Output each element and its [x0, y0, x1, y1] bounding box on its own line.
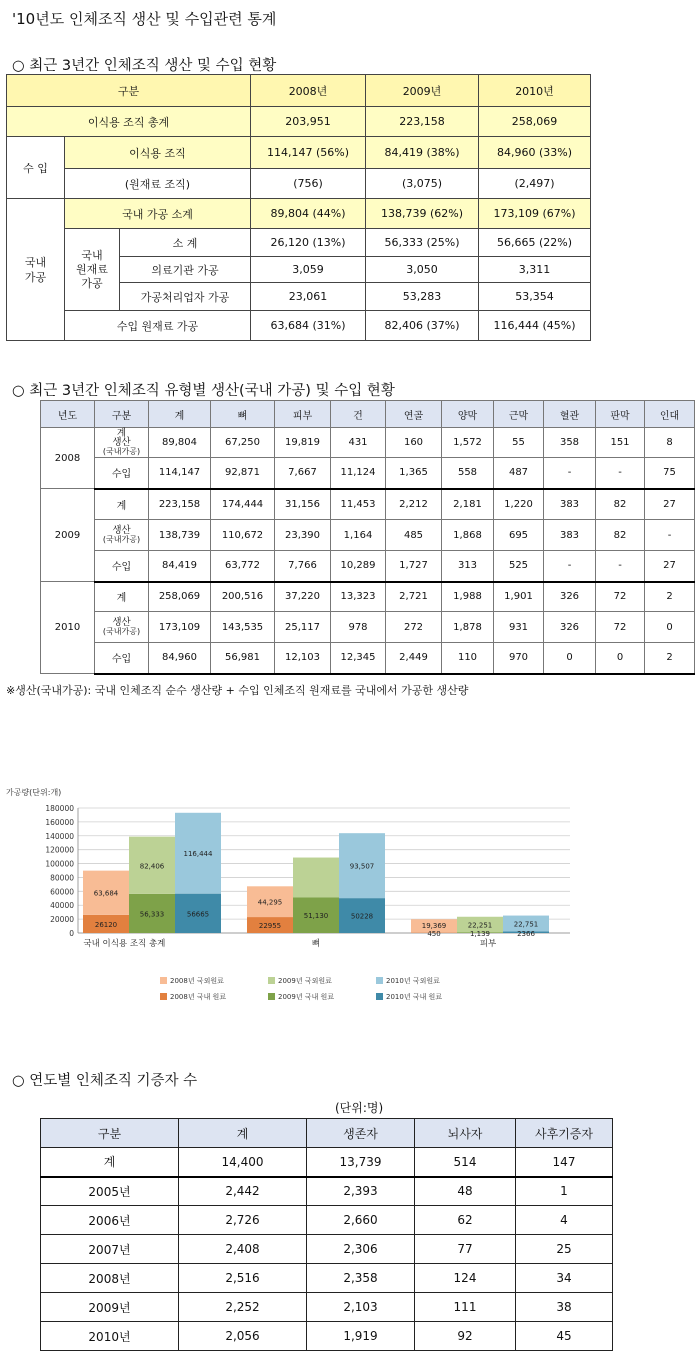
cell: 200,516: [211, 582, 275, 612]
table-row: [7, 199, 591, 229]
table-row: [41, 1293, 613, 1322]
header-cell: 판막: [596, 401, 645, 428]
section1-heading: ○ 최근 3년간 인체조직 생산 및 수입 현황: [12, 58, 277, 74]
cell: (756): [251, 169, 366, 199]
cell: 1,572: [442, 428, 494, 458]
data-label: 22955: [258, 922, 282, 931]
cell: 12,345: [331, 643, 386, 674]
cell: 92,871: [211, 458, 275, 489]
cell: 0: [596, 643, 645, 674]
row-label: [95, 612, 149, 643]
header-cell: 양막: [442, 401, 494, 428]
legend-label: 2010년 국내 원료: [386, 993, 443, 1001]
donor-table: [40, 1118, 613, 1351]
cell: 2,103: [307, 1293, 415, 1322]
table-row: [41, 1206, 613, 1235]
row-label: 계: [95, 489, 149, 520]
section3-heading: ○ 연도별 인체조직 기증자 수: [12, 1073, 198, 1089]
header-cell: 계: [179, 1119, 307, 1148]
x-tick-label: 뼈: [311, 939, 321, 949]
row-label: 국내 가공 소계: [65, 199, 251, 229]
cell: 82: [596, 520, 645, 551]
cell: 84,419 (38%): [366, 137, 479, 169]
data-label: 1,139: [469, 930, 491, 938]
cell: 45: [516, 1322, 613, 1351]
cell: 19,819: [275, 428, 331, 458]
cell: 2: [645, 643, 695, 674]
cell: 63,772: [211, 551, 275, 582]
cell: 223,158: [366, 107, 479, 137]
page-title: '10년도 인체조직 생산 및 수입관련 통계: [12, 10, 277, 28]
cell: -: [645, 520, 695, 551]
cell: 84,960 (33%): [479, 137, 591, 169]
row-label: 소 계: [120, 229, 251, 257]
cell: 114,147 (56%): [251, 137, 366, 169]
cell: 75: [645, 458, 695, 489]
data-label: 51,130: [303, 912, 329, 921]
cell: 151: [596, 428, 645, 458]
cell: 143,535: [211, 612, 275, 643]
table-row: [7, 311, 591, 341]
cell: 2,212: [386, 489, 442, 520]
table-row: [41, 1322, 613, 1351]
data-label: 50228: [350, 912, 374, 921]
cell: 34: [516, 1264, 613, 1293]
table-row: [41, 551, 695, 582]
cell: 23,061: [251, 283, 366, 311]
row-label: 의료기관 가공: [120, 257, 251, 283]
production-import-table: [6, 74, 591, 341]
row-label-line: 생산: [112, 437, 131, 448]
cell: 2,660: [307, 1206, 415, 1235]
cell: 12,103: [275, 643, 331, 674]
bar-foreign: [293, 858, 339, 898]
cell: 2005년: [41, 1177, 179, 1206]
cell: -: [596, 551, 645, 582]
cell: 2,721: [386, 582, 442, 612]
cell: 173,109 (67%): [479, 199, 591, 229]
cell: 2: [645, 582, 695, 612]
cell: 48: [415, 1177, 516, 1206]
row-label-line: (국내가공): [102, 535, 141, 544]
row-label: (원재료 조직): [65, 169, 251, 199]
cell: 77: [415, 1235, 516, 1264]
table-row: [41, 428, 695, 458]
data-label: 116,444: [183, 850, 213, 859]
cell: -: [544, 551, 596, 582]
y-tick-label: 140000: [45, 831, 74, 841]
cell: 1,220: [494, 489, 544, 520]
cell: 174,444: [211, 489, 275, 520]
cell: 25,117: [275, 612, 331, 643]
header-cell: 연골: [386, 401, 442, 428]
table-row: [41, 643, 695, 674]
cell: 89,804 (44%): [251, 199, 366, 229]
y-tick-label: 120000: [45, 845, 74, 855]
cell: 160: [386, 428, 442, 458]
header-cell: 혈관: [544, 401, 596, 428]
x-tick-label: 피부: [479, 939, 497, 949]
cell: 383: [544, 520, 596, 551]
cell: -: [596, 458, 645, 489]
data-label: 2366: [517, 930, 535, 938]
header-cell: 년도: [41, 401, 95, 428]
cell: 26,120 (13%): [251, 229, 366, 257]
type-table: [40, 400, 695, 675]
row-label: [95, 520, 149, 551]
header-cell: 2008년: [251, 75, 366, 107]
data-label: 450: [427, 930, 441, 938]
cell: 138,739 (62%): [366, 199, 479, 229]
cell: 2009년: [41, 1293, 179, 1322]
cell: 431: [331, 428, 386, 458]
cell: 56,981: [211, 643, 275, 674]
data-label: 19,369: [421, 922, 447, 931]
data-label: 82,406: [139, 862, 165, 871]
unit-label: (단위:명): [335, 1101, 384, 1115]
cell: 485: [386, 520, 442, 551]
header-cell: 생존자: [307, 1119, 415, 1148]
header-cell: 건: [331, 401, 386, 428]
row-label: 수입: [95, 643, 149, 674]
row-label-line: 생산: [112, 525, 131, 536]
cell: 695: [494, 520, 544, 551]
chart-legend: [160, 976, 442, 1001]
row-label: 이식용 조직: [65, 137, 251, 169]
cell: 1,365: [386, 458, 442, 489]
chart-x-labels: [83, 938, 497, 949]
footnote: ※생산(국내가공): 국내 인체조직 순수 생산량 + 수입 인체조직 원재료를 국내에서 가공한 생산량: [6, 684, 469, 697]
y-tick-label: 180000: [45, 804, 74, 813]
table-row: [41, 520, 695, 551]
cell: 84,419: [149, 551, 211, 582]
header-cell: 구분: [95, 401, 149, 428]
cell: 84,960: [149, 643, 211, 674]
table-row: [41, 458, 695, 489]
cell: 1,901: [494, 582, 544, 612]
table-row: [7, 107, 591, 137]
legend-label: 2009년 국내 원료: [278, 993, 335, 1001]
cell: 82,406 (37%): [366, 311, 479, 341]
cell: 27: [645, 489, 695, 520]
cell: 2006년: [41, 1206, 179, 1235]
cell: 970: [494, 643, 544, 674]
cell: 2,516: [179, 1264, 307, 1293]
year-cell: 2008: [41, 428, 95, 489]
cell: 147: [516, 1148, 613, 1177]
table-row: [41, 1177, 613, 1206]
y-tick-label: 60000: [50, 887, 74, 897]
section2-heading: ○ 최근 3년간 인체조직 유형별 생산(국내 가공) 및 수입 현황: [12, 383, 395, 399]
legend-label: 2008년 국내 원료: [170, 993, 227, 1001]
cell: 1: [516, 1177, 613, 1206]
table-header-row: [41, 1119, 613, 1148]
cell: 2,726: [179, 1206, 307, 1235]
y-axis-label: 가공량(단위:개): [6, 788, 62, 797]
cell: 3,311: [479, 257, 591, 283]
cell: 1,727: [386, 551, 442, 582]
header-cell: 구분: [41, 1119, 179, 1148]
cell: 272: [386, 612, 442, 643]
cell: 2,442: [179, 1177, 307, 1206]
cell: 258,069: [149, 582, 211, 612]
cell: 1,868: [442, 520, 494, 551]
legend-label: 2009년 국외원료: [278, 977, 332, 985]
cell: 37,220: [275, 582, 331, 612]
cell: 7,667: [275, 458, 331, 489]
cell: 2,306: [307, 1235, 415, 1264]
table-row: [41, 1264, 613, 1293]
cell: 89,804: [149, 428, 211, 458]
row-label-line: 계: [116, 428, 127, 439]
cell: 110,672: [211, 520, 275, 551]
cell: 62: [415, 1206, 516, 1235]
cell: 8: [645, 428, 695, 458]
group-label: 국내 원재료 가공: [65, 229, 120, 311]
header-cell: 사후기증자: [516, 1119, 613, 1148]
data-label: 93,507: [349, 862, 375, 871]
y-tick-label: 160000: [45, 817, 74, 827]
row-label-line: (국내가공): [102, 627, 141, 636]
table-row: [41, 1235, 613, 1264]
data-label: 22,251: [467, 921, 493, 930]
cell: 114,147: [149, 458, 211, 489]
table-row: [7, 169, 591, 199]
cell: 313: [442, 551, 494, 582]
x-tick-label: 국내 이식용 조직 총계: [83, 939, 166, 949]
header-cell: 계: [149, 401, 211, 428]
legend-swatch: [376, 993, 383, 1000]
cell: -: [544, 458, 596, 489]
year-cell: 2009: [41, 489, 95, 582]
legend-swatch: [268, 977, 275, 984]
cell: (2,497): [479, 169, 591, 199]
cell: 978: [331, 612, 386, 643]
data-label: 56665: [186, 910, 210, 919]
row-label: 수입: [95, 458, 149, 489]
cell: 0: [645, 612, 695, 643]
table-row: [41, 1148, 613, 1177]
cell: 92: [415, 1322, 516, 1351]
cell: 514: [415, 1148, 516, 1177]
cell: 1,878: [442, 612, 494, 643]
cell: 10,289: [331, 551, 386, 582]
group-label: 국내 가공: [7, 199, 65, 341]
data-label: 44,295: [257, 898, 283, 907]
cell: 2,181: [442, 489, 494, 520]
cell: 383: [544, 489, 596, 520]
table-header-row: [7, 75, 591, 107]
header-cell: 2010년: [479, 75, 591, 107]
cell: 558: [442, 458, 494, 489]
cell: 53,354: [479, 283, 591, 311]
y-tick-label: 100000: [45, 859, 74, 869]
cell: 13,739: [307, 1148, 415, 1177]
cell: 203,951: [251, 107, 366, 137]
header-cell: 2009년: [366, 75, 479, 107]
cell: 2,393: [307, 1177, 415, 1206]
data-label: 26120: [94, 920, 118, 929]
group-label: 수 입: [7, 137, 65, 199]
chart-bars: [83, 813, 549, 938]
cell: 223,158: [149, 489, 211, 520]
cell: 116,444 (45%): [479, 311, 591, 341]
cell: 계: [41, 1148, 179, 1177]
legend-swatch: [160, 977, 167, 984]
cell: 258,069: [479, 107, 591, 137]
data-label: 22,751: [513, 920, 539, 929]
header-cell: 구분: [7, 75, 251, 107]
cell: 3,050: [366, 257, 479, 283]
y-tick-label: 40000: [50, 901, 74, 911]
cell: 931: [494, 612, 544, 643]
cell: 2,056: [179, 1322, 307, 1351]
cell: 2,358: [307, 1264, 415, 1293]
row-label: [95, 428, 149, 458]
table-row: [41, 582, 695, 612]
cell: 72: [596, 612, 645, 643]
cell: 25: [516, 1235, 613, 1264]
row-label: 계: [95, 582, 149, 612]
cell: 1,919: [307, 1322, 415, 1351]
y-tick-label: 0: [69, 929, 74, 938]
cell: 1,164: [331, 520, 386, 551]
header-cell: 뼈: [211, 401, 275, 428]
cell: 14,400: [179, 1148, 307, 1177]
cell: 63,684 (31%): [251, 311, 366, 341]
table-row: [41, 489, 695, 520]
cell: 67,250: [211, 428, 275, 458]
cell: (3,075): [366, 169, 479, 199]
table-row: [7, 229, 591, 257]
cell: 13,323: [331, 582, 386, 612]
cell: 53,283: [366, 283, 479, 311]
legend-label: 2010년 국외원료: [386, 977, 440, 985]
data-label: 63,684: [93, 889, 119, 898]
row-label: 수입 원재료 가공: [65, 311, 251, 341]
cell: 525: [494, 551, 544, 582]
legend-label: 2008년 국외원료: [170, 977, 224, 985]
cell: 55: [494, 428, 544, 458]
cell: 326: [544, 612, 596, 643]
cell: 56,333 (25%): [366, 229, 479, 257]
legend-swatch: [160, 993, 167, 1000]
cell: 38: [516, 1293, 613, 1322]
cell: 31,156: [275, 489, 331, 520]
cell: 72: [596, 582, 645, 612]
cell: 110: [442, 643, 494, 674]
cell: 2008년: [41, 1264, 179, 1293]
table-row: [41, 612, 695, 643]
header-cell: 인대: [645, 401, 695, 428]
table-header-row: [41, 401, 695, 428]
cell: 11,124: [331, 458, 386, 489]
row-label-line: 생산: [112, 617, 131, 628]
row-label: 수입: [95, 551, 149, 582]
row-label-line: (국내가공): [102, 447, 141, 456]
cell: 138,739: [149, 520, 211, 551]
cell: 111: [415, 1293, 516, 1322]
cell: 124: [415, 1264, 516, 1293]
cell: 1,988: [442, 582, 494, 612]
cell: 487: [494, 458, 544, 489]
data-label: 56,333: [139, 910, 165, 919]
y-tick-label: 20000: [50, 915, 74, 925]
header-cell: 뇌사자: [415, 1119, 516, 1148]
legend-swatch: [376, 977, 383, 984]
cell: 173,109: [149, 612, 211, 643]
cell: 11,453: [331, 489, 386, 520]
cell: 4: [516, 1206, 613, 1235]
cell: 326: [544, 582, 596, 612]
cell: 2010년: [41, 1322, 179, 1351]
header-cell: 피부: [275, 401, 331, 428]
cell: 56,665 (22%): [479, 229, 591, 257]
table-row: [7, 137, 591, 169]
cell: 23,390: [275, 520, 331, 551]
cell: 7,766: [275, 551, 331, 582]
cell: 2,252: [179, 1293, 307, 1322]
cell: 358: [544, 428, 596, 458]
row-label: 가공처리업자 가공: [120, 283, 251, 311]
cell: 2007년: [41, 1235, 179, 1264]
cell: 27: [645, 551, 695, 582]
row-label: 이식용 조직 총계: [7, 107, 251, 137]
year-cell: 2010: [41, 582, 95, 674]
cell: 82: [596, 489, 645, 520]
cell: 0: [544, 643, 596, 674]
y-tick-label: 80000: [50, 873, 74, 883]
header-cell: 근막: [494, 401, 544, 428]
legend-swatch: [268, 993, 275, 1000]
cell: 2,408: [179, 1235, 307, 1264]
cell: 3,059: [251, 257, 366, 283]
cell: 2,449: [386, 643, 442, 674]
tissue-chart: [0, 785, 600, 1010]
